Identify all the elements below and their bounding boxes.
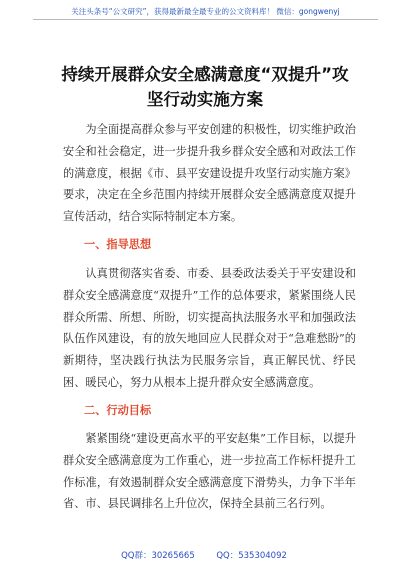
footer-contact: QQ群：30265665 QQ：535304092 <box>121 551 287 561</box>
title-line-1: 持续开展群众安全感满意度“双提升”攻 <box>61 65 349 84</box>
title-line-2: 坚行动实施方案 <box>146 90 264 109</box>
header-banner: 关注头条号“公文研究”，获得最新最全最专业的公文资料库！ 微信：gongwenyj <box>33 6 378 20</box>
action-goals-paragraph: 紧紧围绕“建设更高水平的平安赵集”工作目标，以提升群众安全感满意度为工作重心，进一步拉高工作标杆提升工作标准，有效遏制群众安全感满意度下滑势头，力争下半年省、市、县民调排名上升位次，保持全县前三名行列。 <box>63 432 356 511</box>
section-heading-action-goals: 二、行动目标 <box>84 404 152 417</box>
intro-paragraph: 为全面提高群众参与平安创建的积极性，切实维护政治安全和社会稳定，进一步提升我乡群众安全感和对政法工作的满意度，根据《市、县平安建设提升攻坚行动实施方案》要求，决定在全乡范围内持续开展群众安全感满意度双提升宣传活动，结合实际特制定本方案。 <box>63 123 356 224</box>
guiding-ideology-paragraph: 认真贯彻落实省委、市委、县委政法委关于平安建设和群众安全感满意度“双提升”工作的总体要求，紧紧围绕人民群众所需、所想、所盼，切实提高执法服务水平和加强政法队伍作风建设，有的放矢地回应人民群众对于“急难愁盼”的新期待，坚决践行执法为民服务宗旨，真正解民忧、纾民困、暖民心，努力从根本上提升群众安全感满意度。 <box>63 267 356 389</box>
document-title <box>40 62 370 112</box>
section-heading-guiding-ideology: 一、指导思想 <box>84 238 152 251</box>
